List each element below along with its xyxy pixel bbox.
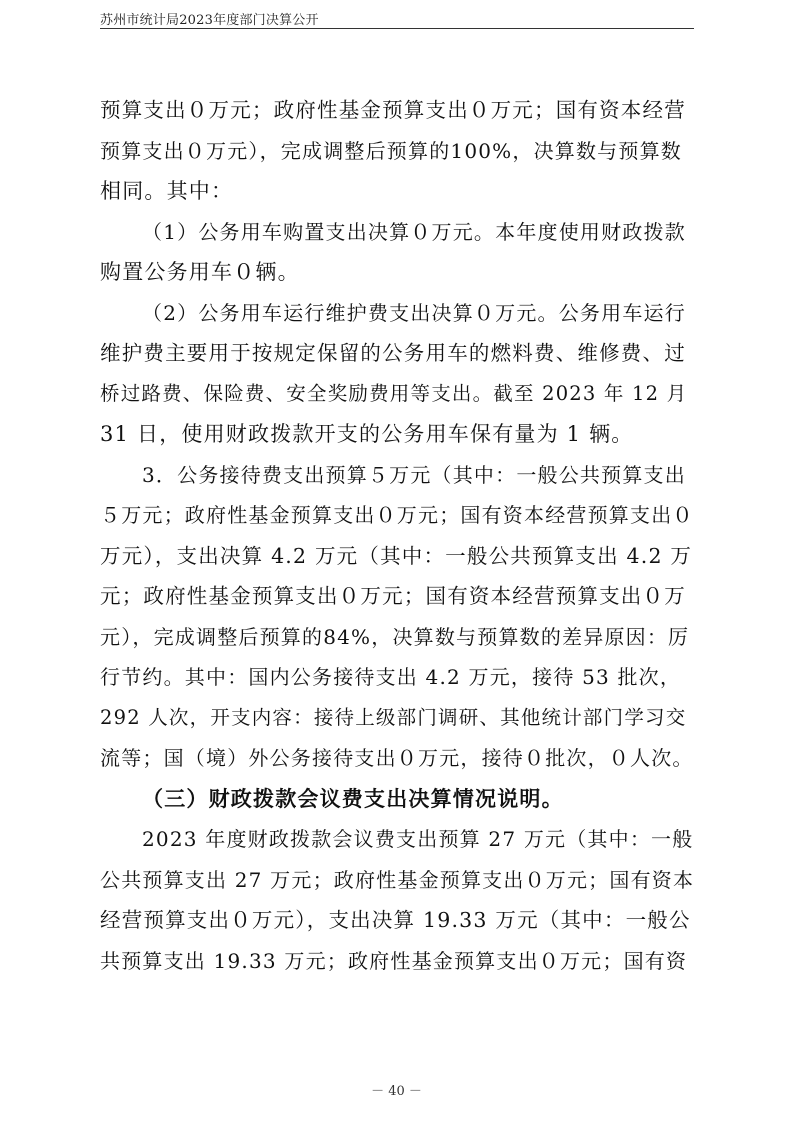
text-line: 元；政府性基金预算支出０万元；国有资本经营预算支出０万 xyxy=(100,584,686,608)
text-line: 元），完成调整后预算的84%，决算数与预算数的差异原因：厉 xyxy=(100,624,690,649)
text-line: 31 日，使用财政拨款开支的公务用车保有量为 1 辆。 xyxy=(100,422,634,446)
text-line: 预算支出０万元；政府性基金预算支出０万元；国有资本经营 xyxy=(100,98,686,122)
text-line: 3．公务接待费支出预算５万元（其中：一般公共预算支出 xyxy=(142,462,686,487)
text-line: 经营预算支出０万元），支出决算 19.33 万元（其中：一般公 xyxy=(100,908,691,932)
text-line: （2）公务用车运行维护费支出决算０万元。公务用车运行 xyxy=(142,300,686,325)
text-line: 行节约。其中：国内公务接待支出 4.2 万元，接待 53 批次， xyxy=(100,665,682,689)
page-number: － 40 － xyxy=(371,1084,422,1099)
text-line: 292 人次，开支内容：接待上级部门调研、其他统计部门学习交 xyxy=(100,705,687,729)
document-body xyxy=(100,90,694,981)
text-line: 2023 年度财政拨款会议费支出预算 27 万元（其中：一般 xyxy=(142,827,694,851)
text-line: 流等；国（境）外公务接待支出０万元，接待０批次，０人次。 xyxy=(100,746,694,770)
text-line: ５万元；政府性基金预算支出０万元；国有资本经营预算支出０ xyxy=(100,503,694,527)
text-line: 预算支出０万元），完成调整后预算的100%，决算数与预算数 xyxy=(100,138,682,163)
text-line: 共预算支出 19.33 万元；政府性基金预算支出０万元；国有资 xyxy=(100,948,688,973)
text-line: 公共预算支出 27 万元；政府性基金预算支出０万元；国有资本 xyxy=(100,867,695,892)
text-line: 维护费主要用于按规定保留的公务用车的燃料费、维修费、过 xyxy=(100,341,686,365)
text-line: （1）公务用车购置支出决算０万元。本年度使用财政拨款 xyxy=(142,219,686,244)
running-header: 苏州市统计局2023年度部门决算公开 xyxy=(100,13,319,28)
header-divider xyxy=(100,28,694,29)
text-line: 相同。其中： xyxy=(100,179,234,203)
text-line: 桥过路费、保险费、安全奖励费用等支出。截至 2023 年 12 月 xyxy=(100,381,688,405)
text-line: 万元），支出决算 4.2 万元（其中：一般公共预算支出 4.2 万 xyxy=(100,543,693,568)
text-line: 购置公务用车０辆。 xyxy=(100,260,300,284)
section-heading: （三）财政拨款会议费支出决算情况说明。 xyxy=(142,785,564,811)
